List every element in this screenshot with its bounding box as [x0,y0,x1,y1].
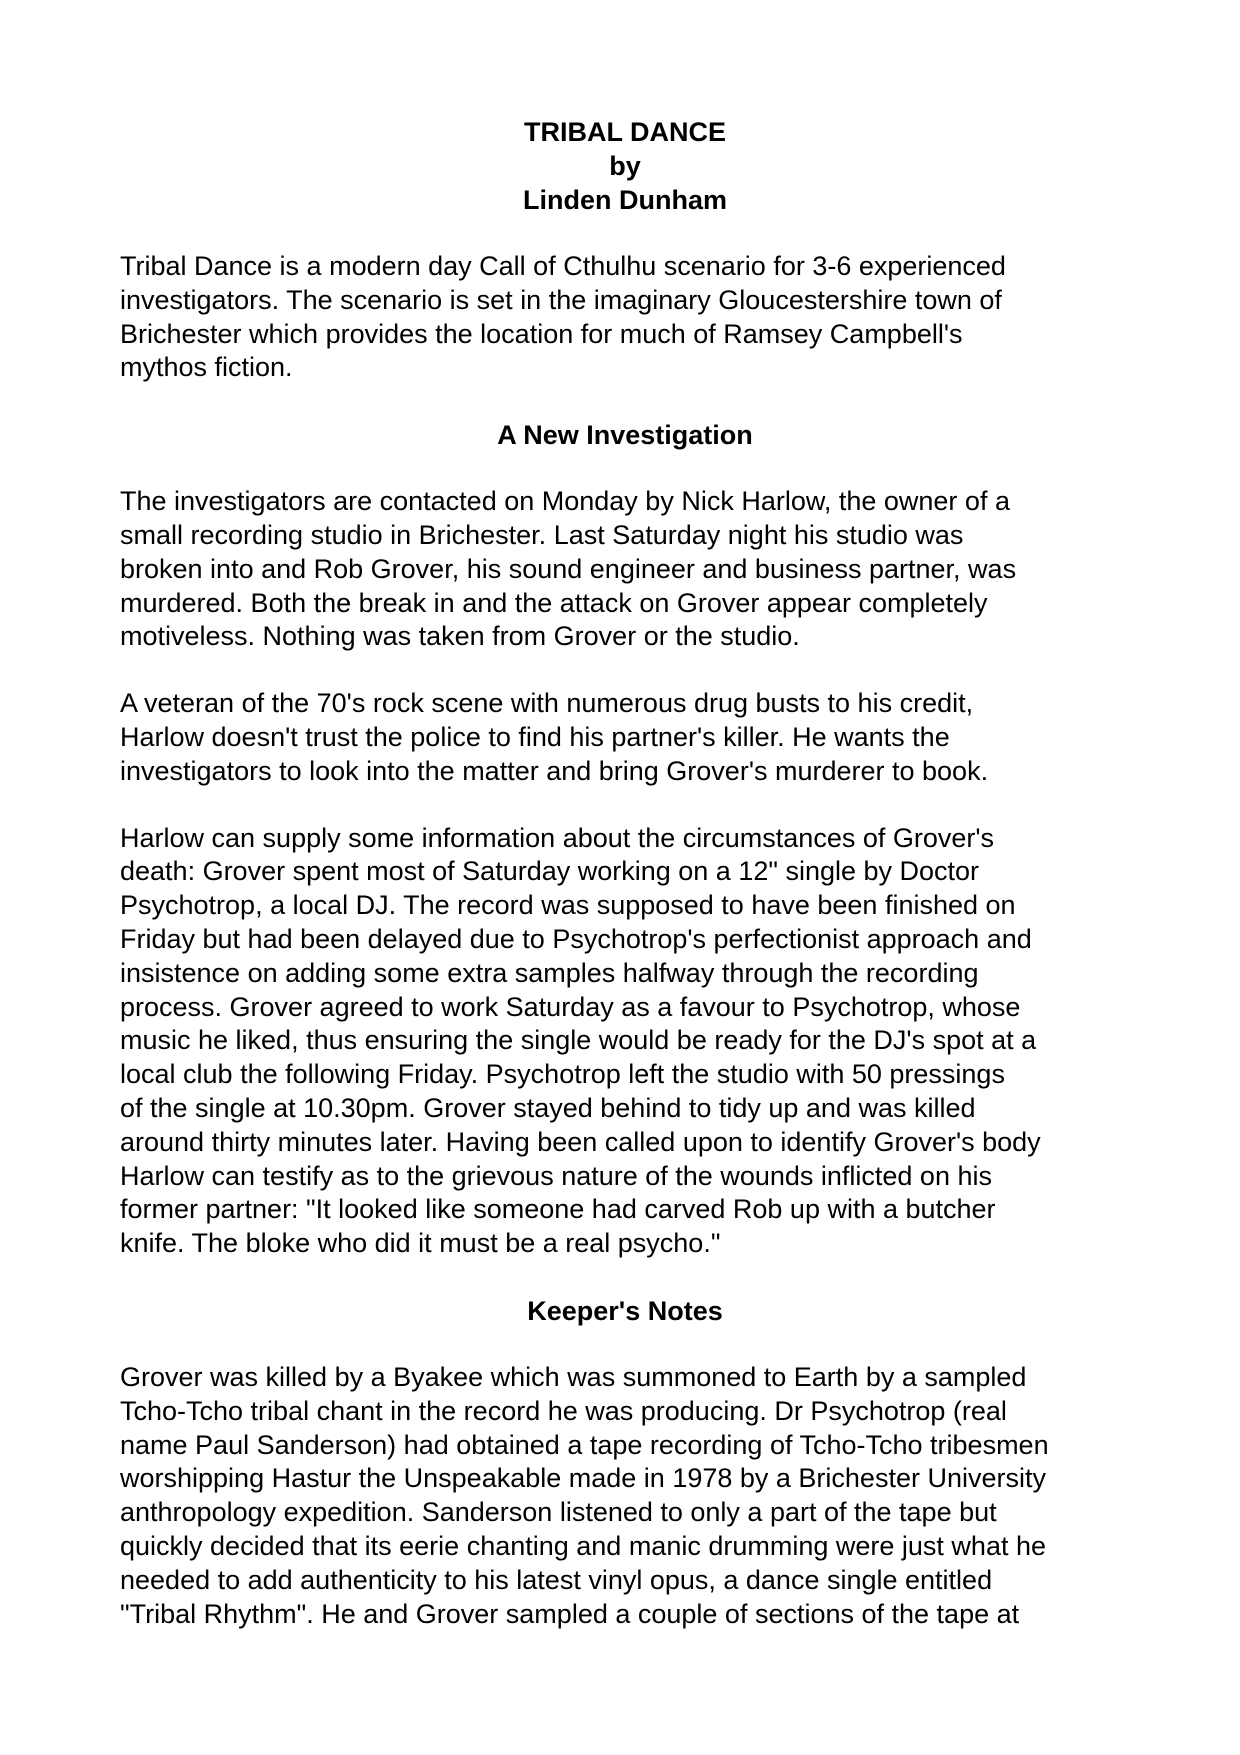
section-heading-new-investigation: A New Investigation [497,420,753,451]
spacer [120,1328,1130,1361]
paragraph: Harlow can supply some information about the circumstances of Grover's death: Grover spent most of Saturday working on a 12" single by Doctor Psychotrop, a local DJ. The record was supposed to have been finished on Friday but had been delayed due to Psychotrop's perfectionist approach and insistence on adding some extra samples halfway through the recording process. Grover agreed to work Saturday as a favour to Psychotrop, whose music he liked, thus ensuring the single would be ready for the DJ's spot at a local club the following Friday. Psychotrop left the studio with 50 pressings of the single at 10.30pm. Grover stayed behind to tidy up and was killed around thirty minutes later. Having been called upon to identify Grover's body Harlow can testify as to the grievous nature of the wounds inflicted on his former partner: "It looked like someone had carved Rob up with a butcher knife. The bloke who did it must be a real psycho." [120,822,1041,1259]
paragraph: Grover was killed by a Byakee which was summoned to Earth by a sampled Tcho-Tcho tribal chant in the record he was producing. Dr Psychotrop (real name Paul Sanderson) had obtained a tape recording of Tcho-Tcho tribesmen worshipping Hastur the Unspeakable made in 1978 by a Brichester University anthropology expedition. Sanderson listened to only a part of the tape but quickly decided that its eerie chanting and manic drumming were just what he needed to add authenticity to his latest vinyl opus, a dance single entitled "Tribal Rhythm". He and Grover sampled a couple of sections of the tape at [120,1361,1049,1629]
spacer [120,217,1130,250]
spacer [120,452,1130,485]
author-name: Linden Dunham [523,185,727,215]
intro-paragraph: Tribal Dance is a modern day Call of Cthulhu scenario for 3-6 experienced investigators. The scenario is set in the imaginary Gloucestershire town of Brichester which provides the location for much of Ramsey Campbell's mythos fiction. [120,251,1006,383]
byline-by: by [609,151,641,181]
title-block [120,115,1130,217]
document-title: TRIBAL DANCE [524,117,726,147]
document-page [120,115,1130,1631]
section-heading-keepers-notes: Keeper's Notes [527,1295,723,1326]
spacer [120,789,1130,822]
paragraph: The investigators are contacted on Monday by Nick Harlow, the owner of a small recording studio in Brichester. Last Saturday night his studio was broken into and Rob Grover, his sound engineer and business partner, was murdered. Both the break in and the attack on Grover appear completely motiveless. Nothing was taken from Grover or the studio. [120,486,1017,652]
paragraph: A veteran of the 70's rock scene with numerous drug busts to his credit, Harlow doesn't trust the police to find his partner's killer. He wants the investigators to look into the matter and bring Grover's murderer to book. [120,688,989,786]
spacer [120,385,1130,418]
spacer [120,1261,1130,1294]
spacer [120,654,1130,687]
